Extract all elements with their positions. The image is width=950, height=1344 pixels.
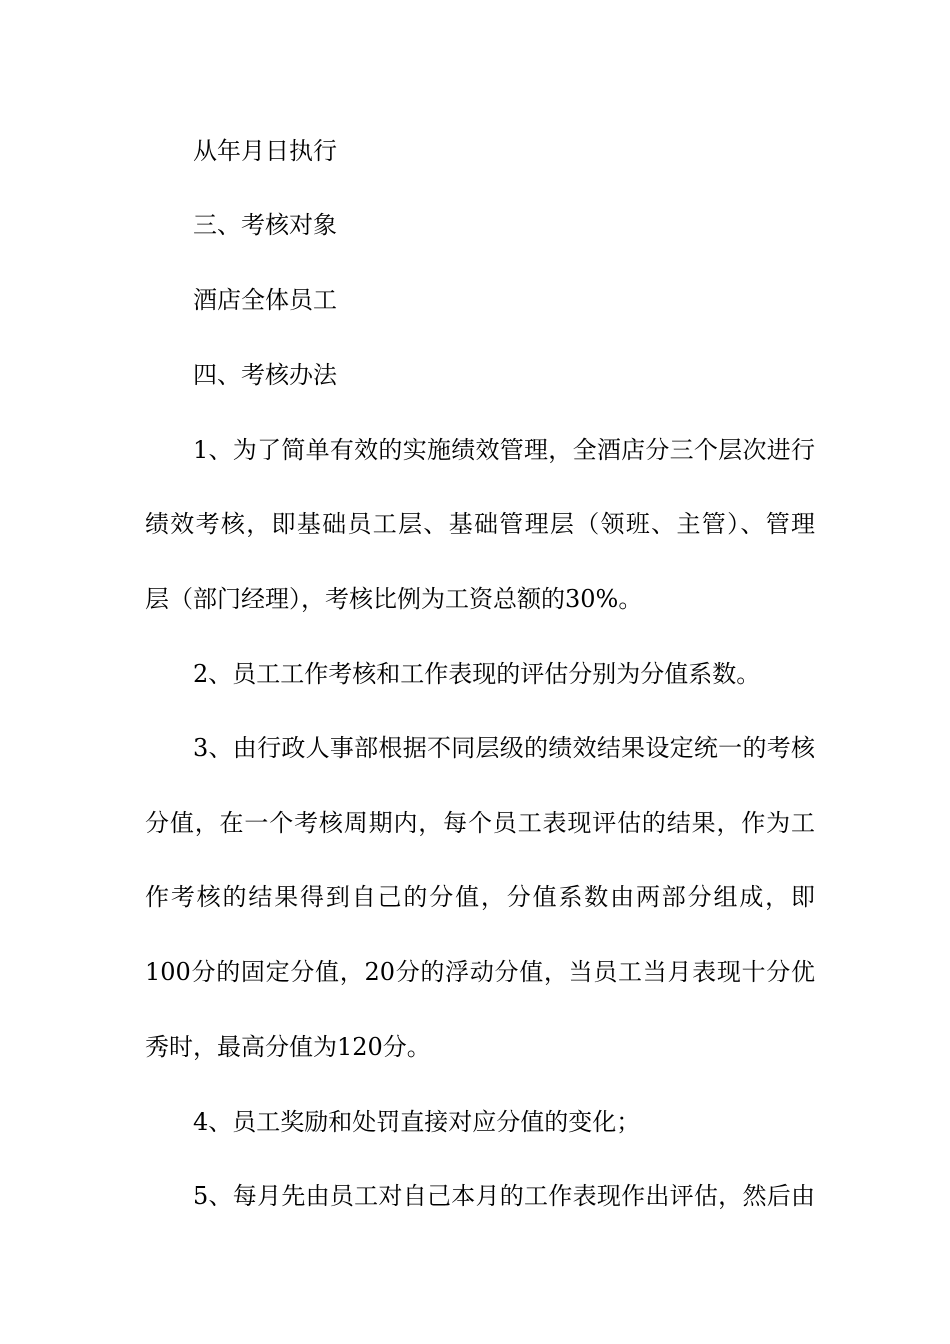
paragraph-1-line-3: 层（部门经理），考核比例为工资总额的30%。 — [145, 585, 643, 613]
paragraph-4: 4、员工奖励和处罚直接对应分值的变化； — [193, 1108, 641, 1136]
paragraph-3-line-1: 3、由行政人事部根据不同层级的绩效结果设定统一的考核 — [193, 734, 815, 762]
assessment-target-text: 酒店全体员工 — [193, 286, 337, 314]
paragraph-2: 2、员工工作考核和工作表现的评估分别为分值系数。 — [193, 660, 761, 688]
section-heading-assessment-target: 三、考核对象 — [193, 211, 337, 239]
paragraph-1-line-2: 绩效考核，即基础员工层、基础管理层（领班、主管）、管理 — [145, 510, 815, 538]
paragraph-3-line-3: 作考核的结果得到自己的分值，分值系数由两部分组成，即 — [145, 883, 815, 911]
paragraph-3-line-5: 秀时，最高分值为120分。 — [145, 1033, 431, 1061]
paragraph-3-line-2: 分值，在一个考核周期内，每个员工表现评估的结果，作为工 — [145, 809, 815, 837]
paragraph-5-line-1: 5、每月先由员工对自己本月的工作表现作出评估，然后由 — [193, 1182, 815, 1210]
paragraph-1-line-1: 1、为了简单有效的实施绩效管理，全酒店分三个层次进行 — [193, 436, 815, 464]
paragraph-3-line-4: 100分的固定分值，20分的浮动分值，当员工当月表现十分优 — [145, 958, 815, 986]
execution-date-line: 从年月日执行 — [193, 137, 337, 165]
section-heading-assessment-method: 四、考核办法 — [193, 361, 337, 389]
